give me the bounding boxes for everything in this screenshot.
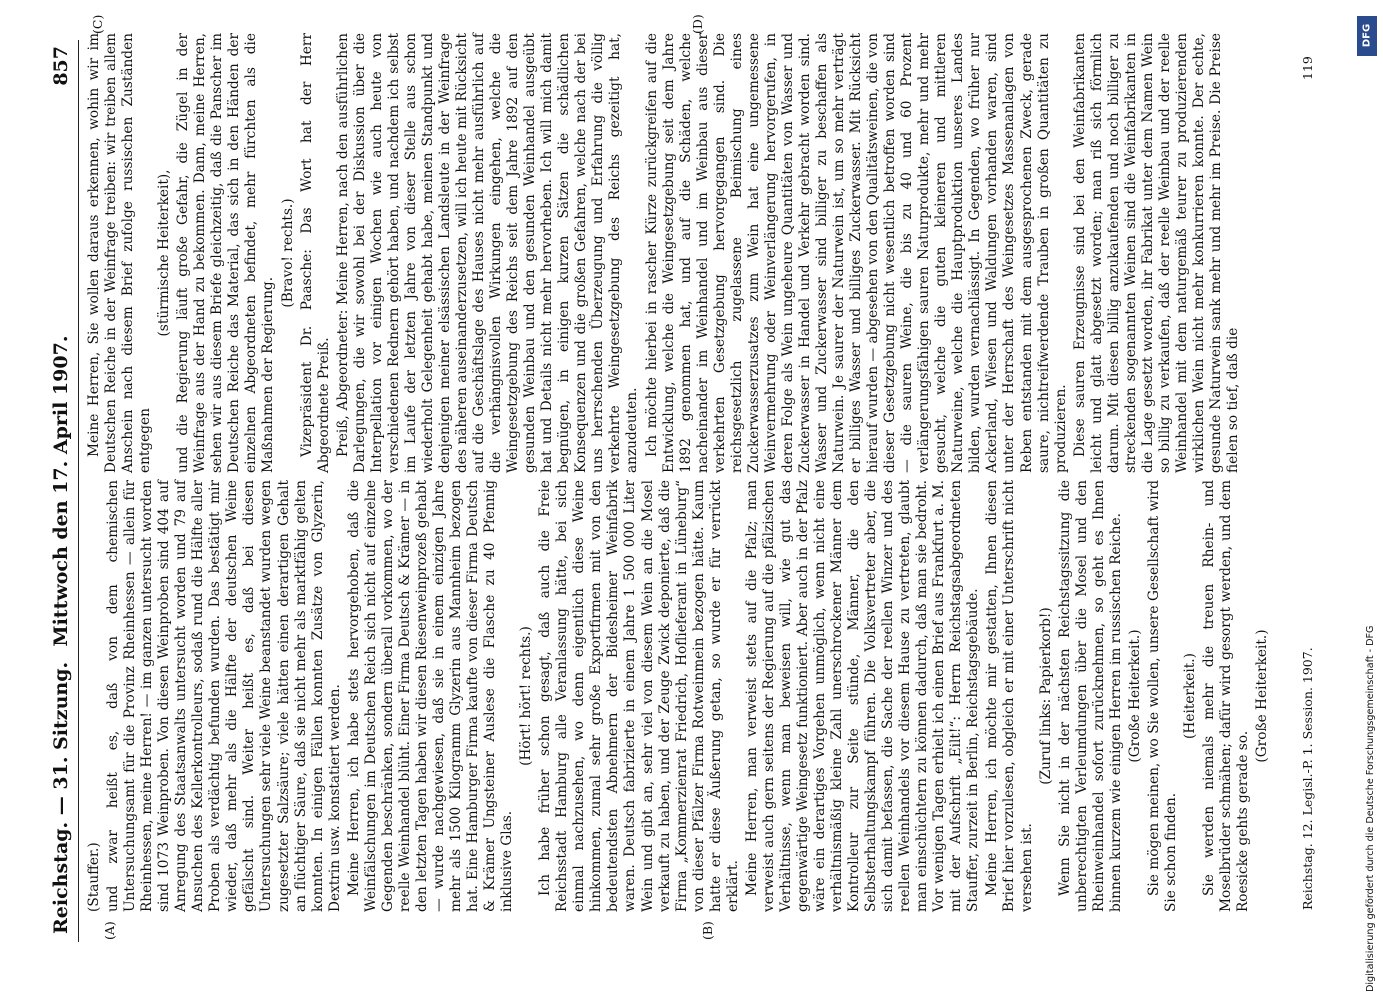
paragraph: und zwar heißt es, daß von dem chemischen Untersuchungsamt für die Provinz Rheinhessen — allein für Rheinhessen, meine Herren! — im ganzen untersucht worden sind 1073 Weinproben. Von diesen Weinproben sind 404 auf Anregung des Staatsanwalts untersucht worden und 79 auf Ansuchen des Kellerkontrolleurs, sodaß rund die Hälfte aller Proben als verdächtig befunden wurden. Das bestätigt mir wieder, daß mehr als die Hälfte der deutschen Weine gefälscht sind. Weiter heißt es, daß bei diesen Untersuchungen sehr viele Weine beanstandet wurden wegen zugesetzter Salzsäure; viele hätten einen derartigen Gehalt an flüchtiger Säure, daß sie nicht mehr als marktfähig gelten konnten. In einigen Fällen konnten Zusätze von Glyzerin, Dextrin usw. konstatiert werden. bbox=[105, 480, 343, 912]
paragraph: Sie mögen meinen, wo Sie wollen, unsere Gesellschaft wird Sie schon finden. bbox=[1145, 480, 1179, 912]
page-header bbox=[48, 40, 79, 942]
paragraph: Ich möchte hierbei in rascher Kürze zurückgreifen auf die Entwicklung, welche die Weingesetzgebung seit dem Jahre 1892 genommen hat, und auf die Schäden, welche nacheinander im Weinhandel und im Weinbau aus dieser verkehrten Gesetzgebung hervorgegangen sind. Die reichsgesetzlich zugelassene Beimischung eines Zuckerwasserzusatzes zum Wein hat eine ungemessene Weinvermehrung oder Weinverlängerung hervorgerufen, in deren Folge als Wein ungeheure Quantitäten von Wasser und Zuckerwasser in Handel und Verkehr gebracht worden sind. Wasser und Zuckerwasser sind billiger zu beschaffen als Naturwein. Je saurer der Naturwein ist, um so mehr verträgt er billiges Wasser und billiges Zuckerwasser. Mit Rücksicht hierauf wurden — abgesehen von den Qualitätsweinen, die von dieser Gesetzgebung nicht wesentlich betroffen worden sind — die sauren Weine, die bis zu 40 und 60 Prozent verlängerungsfähigen sauren Naturprodukte, mehr und mehr gesucht, welche die guten kleineren und mittleren Naturweine, welche die Hauptproduktion unseres Landes bilden, wurden vernachlässigt. In Gegenden, wo früher nur Ackerland, Wiesen und Waldungen vorhanden waren, sind unter der Herrschaft des Weingesetzes Massenanlagen von Reben entstanden mit dem ausgesprochenen Zweck, gerade saure, nichtreifwerdende Trauben in großen Quantitäten zu produzieren. bbox=[643, 33, 1069, 473]
margin-mark-d: (D) bbox=[690, 14, 705, 34]
paragraph: (Große Heiterkeit.) bbox=[1254, 629, 1271, 763]
paragraph: Ich habe früher schon gesagt, daß auch die Freie Reichsstadt Hamburg alle Veranlassung hätte, bei sich einmal nachzusehen, wo denn eigentlich diese Weine hinkommen, zumal sehr große Exportfirmen mit von den bedeutendsten Abnehmern der Bidesheimer Weinfabrik waren. Deutsch fabrizierte in einem Jahre 1 500 000 Liter Wein und gibt an, sehr viel von diesem Wein an die Mosel verkauft zu haben, und der Zeuge Zwick deponierte, daß die Firma „Kommerzienrat Friedrich, Hoflieferant in Lüneburg“ von dieser Pfälzer Firma Rotweinmein bezogen hätte. Kaum hatte er diese Äußerung getan, so wurde er für verrückt erklärt. bbox=[537, 480, 741, 912]
paragraph: (Bravo! rechts.) bbox=[279, 198, 296, 308]
page-number: 857 bbox=[50, 46, 72, 86]
margin-mark-b: (B) bbox=[700, 921, 715, 940]
right-column bbox=[86, 33, 1244, 473]
paragraph: Meine Herren, ich möchte mir gestatten, Ihnen diesen Brief hier vorzulesen, obgleich er mit einer Unterschrift nicht versehen ist. bbox=[984, 480, 1035, 912]
paragraph: (Zuruf links: Papierkorb!) bbox=[1037, 607, 1054, 785]
paragraph: Meine Herren, Sie wollen daraus erkennen, wohin wir im Deutschen Reiche in der Weinfrage treiben: wir treiben allem Anschein nach diesem Brief zufolge russischen Zuständen entgegen bbox=[86, 33, 154, 473]
paragraph: (Hört! hört! rechts.) bbox=[518, 626, 535, 766]
left-column bbox=[86, 480, 1273, 912]
margin-mark-a: (A) bbox=[102, 921, 117, 940]
header-left: Reichstag. — 31. Sitzung. bbox=[50, 661, 72, 934]
margin-mark-c: (C) bbox=[90, 14, 105, 34]
footer-session: Reichstag. 12. Legisl.-P. 1. Session. 1907. bbox=[1300, 647, 1315, 910]
dfg-credit-text: Digitalisierung gefördert durch die Deutsche Forschungsgemeinschaft - DFG bbox=[1365, 625, 1376, 992]
paragraph: (Große Heiterkeit.) bbox=[1126, 629, 1143, 763]
dfg-logo: DFG bbox=[1357, 16, 1377, 56]
paragraph: Diese sauren Erzeugnisse sind bei den Weinfabrikanten leicht und glatt abgesetzt worden; man riß sich förmlich darum. Mit diesen billig anzukaufenden und noch billiger zu streckenden sogenannten Weinen sind die Weinfabrikanten in die Lage gesetzt worden, ihr Fabrikat unter dem Namen Wein so billig zu verkaufen, daß der reelle Weinbau und der reelle Weinhandel mit dem naturgemäß teurer zu produzierenden wirklichen Wein nicht mehr konkurrieren konnte. Der echte, gesunde Naturwein sank mehr und mehr im Preise. Die Preise fielen so tief, daß die bbox=[1071, 33, 1242, 473]
footer-sheet-number: 119 bbox=[1300, 56, 1315, 80]
paragraph: Meine Herren, man verweist stets auf die Pfalz; man verweist auch gern seitens der Regierung auf die pfälzischen Verhältnisse, wenn man beweisen will, wie gut das gegenwärtige Weingesetz funktioniert. Aber auch in der Pfalz wäre ein derartiges Vorgehen unmöglich, wenn nicht eine verhältnismäßig kleine Zahl unerschrockener Männer dem Kontrolleur zur Seite stünde, Männer, die den Selbsterhaltungskampf führen. Die Volksvertreter aber, die sich damit befassen, die Sache der reellen Winzer und des reellen Weinhandels vor diesem Hause zu vertreten, glaubt man einschüchtern zu können dadurch, daß man sie bedroht. Vor wenigen Tagen erhielt ich einen Brief aus Frankfurt a. M. mit der Aufschrift „Eilt!“: Herrn Reichstagsabgeordneten Stauffer, zurzeit in Berlin, Reichstagsgebäude. bbox=[743, 480, 982, 912]
paragraph: (Heiterkeit.) bbox=[1181, 653, 1198, 739]
paragraph: Meine Herren, ich habe stets hervorgehoben, daß die Weinfälschungen im Deutschen Reich sich nicht auf einzelne Gegenden beschränken, sondern überall vorkommen, wo der reelle Weinhandel blüht. Einer Firma Deutsch & Krämer — in den letzten Tagen haben wir diesen Riesenweinprozeß gehabt — wurde nachgewiesen, daß sie in einem einzigen Jahre mehr als 1500 Kilogramm Glyzerin aus Mannheim bezogen hat. Eine Hamburger Firma kaufte von dieser Firma Deutsch & Krämer Ungsteiner Auslese die Flasche zu 40 Pfennig inklusive Glas. bbox=[345, 480, 516, 912]
paragraph: und die Regierung läuft große Gefahr, die Zügel in der Weinfrage aus der Hand zu bekommen. Dann, meine Herren, sehen wir aus diesem Briefe gleichzeitig, daß die Panscher im Deutschen Reiche das Material, das sich in den Händen der einzelnen Abgeordneten befindet, mehr fürchten als die Maßnahmen der Regierung. bbox=[175, 33, 277, 473]
paragraph: Wenn Sie nicht in der nächsten Reichstagssitzung die unberechtigten Verleumdungen über die Mosel und den Rheinweinhandel sofort zurücknehmen, so geht es Ihnen binnen kurzem wie einigen Herren im russischen Reiche. bbox=[1056, 480, 1124, 912]
paragraph: Sie werden niemals mehr die treuen Rhein- und Moselbrüder schmähen; dafür wird gesorgt werden, und dem Roesicke gehts gerade so. bbox=[1201, 480, 1252, 912]
header-date: Mittwoch den 17. April 1907. bbox=[50, 335, 72, 647]
paragraph: Preiß, Abgeordneter: Meine Herren, nach den ausführlichen Darlegungen, die wir sowohl bei der Diskussion über die Interpellation vor einigen Wochen wie auch heute von verschiedenen Rednern gehört haben, und nachdem ich selbst im Laufe der letzten Jahre von dieser Stelle aus schon wiederholt Gelegenheit gehabt habe, meinen Standpunkt und denjenigen meiner elsässischen Landsleute in der Weinfrage des näheren auseinanderzusetzen, will ich heute mit Rücksicht auf die Geschäftslage des Hauses nicht mehr ausführlich auf die verhängnisvollen Wirkungen eingehen, welche die Weingesetzgebung des Reichs seit dem Jahre 1892 auf den gesunden Weinbau und den gesunden Weinhandel ausgeübt hat und Details nicht mehr hervorheben. Ich will mich damit begnügen, in einigen kurzen Sätzen die schädlichen Konsequenzen und die großen Gefahren, welche nach der bei uns herrschenden Überzeugung und Erfahrung die völlig verkehrte Weingesetzgebung des Reichs gezeitigt hat, anzudeuten. bbox=[334, 33, 641, 473]
paragraph: (stürmische Heiterkeit), bbox=[156, 169, 173, 337]
digitization-stamp bbox=[1355, 8, 1379, 992]
paragraph: Vizepräsident Dr. Paasche: Das Wort hat der Herr Abgeordnete Preiß. bbox=[298, 33, 332, 473]
paragraph: (Stauffer.) bbox=[86, 842, 102, 912]
